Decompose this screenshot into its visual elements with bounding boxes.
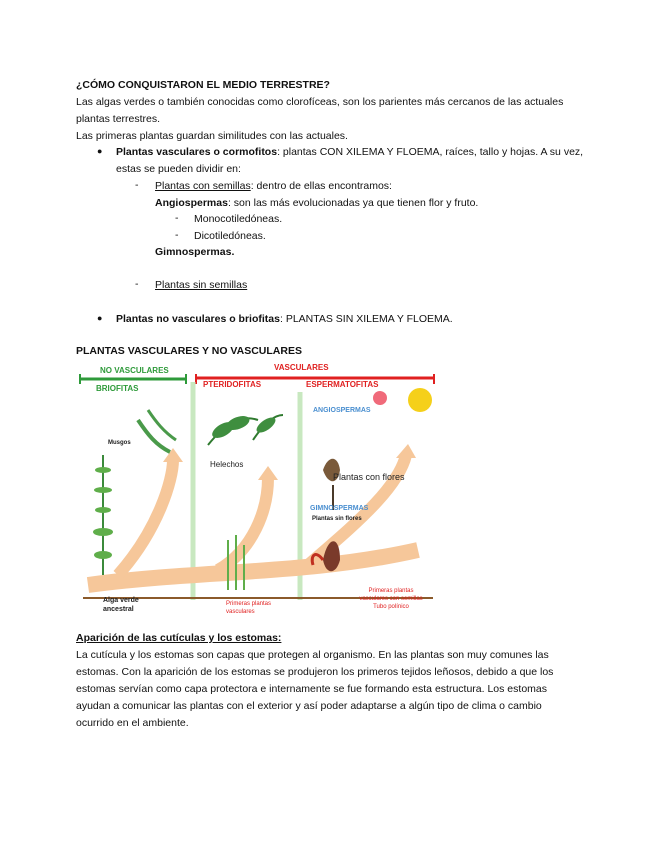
- para-line-3: estomas servían como capa protectora e internamente se fue formando esta estructura. Los estomas: [76, 683, 547, 695]
- mono-line: Monocotiledóneas.: [194, 213, 283, 225]
- para-line-4: ayudan a comunicar las plantas con el exterior y así poder adaptarse a algún tipo de clima o cambio: [76, 700, 542, 712]
- di-line: Dicotiledóneas.: [194, 230, 266, 242]
- label-primeras-semillas: Primeras plantas vasculares con semillas Tubo polínico: [359, 588, 423, 610]
- para-line-2: estomas. Con la aparición de los estomas se produjeron los primeros tejidos leñosos, debido a que los: [76, 666, 554, 678]
- label-vasc: VASCULARES: [274, 363, 329, 372]
- figure-svg: [78, 360, 436, 622]
- bullet-dot-2: ●: [97, 313, 103, 323]
- sub-1-text: : dentro de ellas encontramos:: [250, 180, 392, 192]
- bullet-1: [116, 145, 583, 159]
- dash-4: -: [135, 278, 139, 290]
- sub-1: [155, 179, 392, 193]
- bullet-1-title: Plantas vasculares o cormofitos: [116, 146, 278, 158]
- section-2-title: PLANTAS VASCULARES Y NO VASCULARES: [76, 345, 302, 357]
- angio-title: Angiospermas: [155, 197, 228, 209]
- dash-2: -: [175, 212, 179, 224]
- arrow-musgos: [118, 460, 173, 575]
- heading: ¿CÓMO CONQUISTARON EL MEDIO TERRESTRE?: [76, 79, 330, 91]
- sub-2-title: Plantas sin semillas: [155, 279, 248, 291]
- dash-1: -: [135, 179, 139, 191]
- label-primeras-vasculares: Primeras plantas vasculares: [226, 601, 272, 615]
- para-line-1: La cutícula y los estomas son capas que protegen al organismo. En las plantas son muy comunes las: [76, 649, 549, 661]
- para-line-5: ocurrido en el ambiente.: [76, 717, 189, 729]
- dash-3: -: [175, 229, 179, 241]
- label-gimnospermas: GIMNOSPERMAS: [310, 505, 369, 512]
- sub-1-title: Plantas con semillas: [155, 180, 251, 192]
- bullet-dot-1: ●: [97, 146, 103, 156]
- label-angiospermas: ANGIOSPERMAS: [313, 407, 371, 414]
- label-no-vasc: NO VASCULARES: [100, 366, 169, 375]
- intro-line-1: Las algas verdes o también conocidas como clorofíceas, son los parientes más cercanos de las actuales: [76, 96, 564, 108]
- section-3-title: Aparición de las cutículas y los estomas:: [76, 632, 282, 644]
- label-briofitas: BRIOFITAS: [96, 384, 139, 393]
- label-alga-verde: Alga verde ancestral: [103, 597, 139, 613]
- bullet-2: [116, 312, 453, 326]
- intro-line-3: Las primeras plantas guardan similitudes con las actuales.: [76, 130, 348, 142]
- label-musgos: Musgos: [108, 440, 131, 446]
- label-pteridofitas: PTERIDOFITAS: [203, 380, 262, 389]
- angio-line: [155, 196, 478, 210]
- angio-text: : son las más evolucionadas ya que tienen flor y fruto.: [227, 197, 479, 209]
- label-espermatofitas: ESPERMATOFITAS: [306, 380, 379, 389]
- label-helechos: Helechos: [210, 460, 244, 469]
- label-plantas-sin-flores: Plantas sin flores: [312, 516, 362, 522]
- bullet-2-text: : PLANTAS SIN XILEMA Y FLOEMA.: [279, 313, 453, 325]
- bullet-1-text-2: estas se pueden dividir en:: [116, 163, 241, 175]
- plant-evolution-figure: [78, 360, 436, 622]
- label-plantas-con-flores: Plantas con flores: [333, 472, 405, 482]
- gimno-line: Gimnospermas.: [155, 246, 235, 258]
- bullet-2-title: Plantas no vasculares o briofitas: [116, 313, 280, 325]
- intro-line-2: plantas terrestres.: [76, 113, 161, 125]
- bullet-1-text: : plantas CON XILEMA Y FLOEMA, raíces, tallo y hojas. A su vez,: [277, 146, 584, 158]
